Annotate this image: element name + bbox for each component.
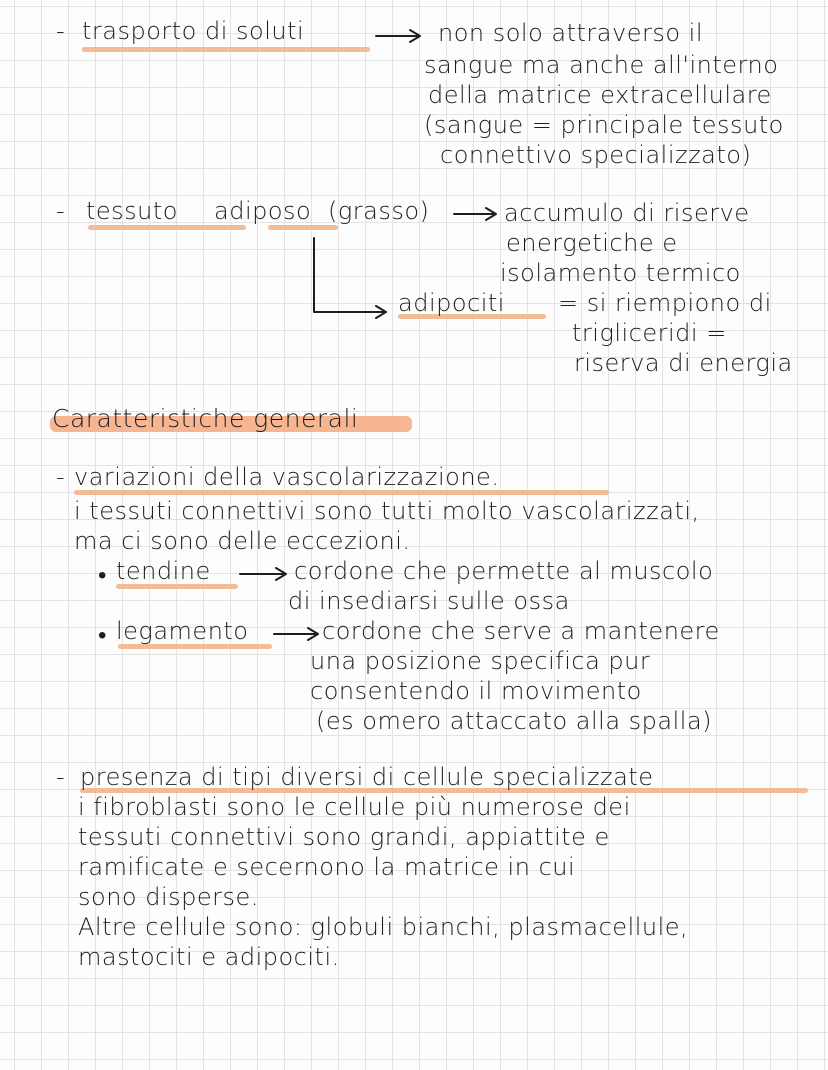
s3-bullet-2: • — [98, 621, 107, 649]
s2-line-3: isolamento termico — [500, 259, 741, 287]
s3-bullet-1: • — [98, 561, 107, 589]
s1-term: trasporto di soluti — [82, 17, 305, 45]
s3-line-1: i tessuti connettivi sono tutti molto vascolarizzati, — [74, 497, 700, 525]
s2-dash: - — [56, 197, 66, 225]
s3-title: variazioni della vascolarizzazione. — [74, 463, 500, 491]
s2-line-2: energetiche e — [506, 229, 678, 257]
s4-title: presenza di tipi diversi di cellule specializzate — [80, 763, 654, 791]
s4-line-6: mastociti e adipociti. — [78, 943, 340, 971]
s3-b1-term: tendine — [116, 557, 211, 585]
s4-line-4: sono disperse. — [78, 883, 259, 911]
s3-b2-line-1: cordone che serve a mantenere — [322, 617, 720, 645]
s1-line-1: non solo attraverso il — [438, 19, 703, 47]
s3-b2-term: legamento — [116, 617, 249, 645]
s2-sub-line-2: trigliceridi = — [572, 319, 727, 347]
s1-line-5: connettivo specializzato) — [440, 141, 752, 169]
s4-dash: - — [56, 763, 66, 791]
s2-sub-line-3: riserva di energia — [574, 349, 793, 377]
s4-line-3: ramificate e secernono la matrice in cui — [78, 853, 576, 881]
s3-b2-line-4: (es omero attaccato alla spalla) — [316, 707, 713, 735]
s2-line-1: accumulo di riserve — [504, 199, 750, 227]
s4-line-2: tessuti connettivi sono grandi, appiattite e — [78, 823, 610, 851]
section-heading: Caratteristiche generali — [52, 404, 359, 433]
branch-connector — [314, 238, 386, 318]
s3-b2-line-2: una posizione specifica pur — [310, 647, 651, 675]
arrow-s1 — [376, 30, 420, 42]
s2-term-c: (grasso) — [328, 197, 430, 225]
s3-b2-line-3: consentendo il movimento — [310, 677, 642, 705]
s1-line-4: (sangue = principale tessuto — [424, 111, 784, 139]
s2-term-a: tessuto — [86, 197, 178, 225]
s1-line-2: sangue ma anche all'interno — [424, 51, 779, 79]
s1-dash: - — [56, 17, 66, 45]
s3-line-2: ma ci sono delle eccezioni. — [74, 527, 411, 555]
s4-line-5: Altre cellule sono: globuli bianchi, plasmacellule, — [78, 913, 689, 941]
arrow-s2 — [454, 208, 496, 220]
s2-sub-term: adipociti — [398, 289, 505, 317]
s3-b1-line-1: cordone che permette al muscolo — [294, 557, 714, 585]
arrow-b2 — [274, 628, 318, 640]
s1-line-3: della matrice extracellulare — [428, 81, 772, 109]
s3-dash: - — [56, 463, 66, 491]
arrow-b1 — [240, 568, 286, 580]
s4-line-1: i fibroblasti sono le cellule più numerose dei — [78, 793, 631, 821]
s2-sub-line-1: = si riempiono di — [558, 289, 772, 317]
s3-b1-line-2: di insediarsi sulle ossa — [288, 587, 570, 615]
s2-term-b: adiposo — [214, 197, 312, 225]
